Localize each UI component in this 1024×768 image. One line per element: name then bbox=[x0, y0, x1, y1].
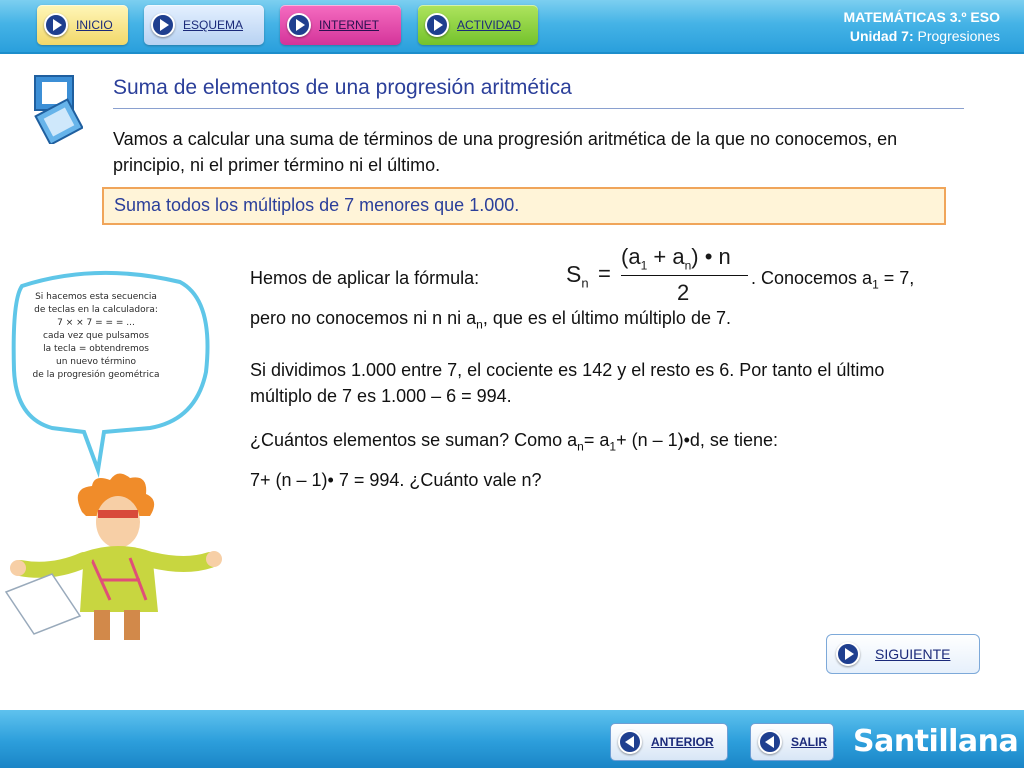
back-arrow-icon bbox=[618, 730, 642, 754]
course-info bbox=[843, 8, 1000, 46]
santillana-logo: Santillana bbox=[853, 724, 1019, 759]
salir-label: SALIR bbox=[791, 735, 827, 749]
esquema-label: ESQUEMA bbox=[183, 18, 244, 32]
section-icon bbox=[33, 72, 83, 144]
internet-button[interactable] bbox=[280, 5, 401, 45]
anterior-label: ANTERIOR bbox=[651, 735, 714, 749]
salir-button[interactable] bbox=[750, 723, 834, 761]
formula-lhs: $S_n$ bbox=[566, 261, 589, 291]
siguiente-label: SIGUIENTE bbox=[875, 646, 951, 662]
play-icon bbox=[836, 642, 860, 666]
unit-label: Unidad 7: bbox=[849, 28, 914, 44]
play-icon bbox=[287, 13, 311, 37]
anterior-button[interactable] bbox=[610, 723, 728, 761]
play-icon bbox=[44, 13, 68, 37]
unit-name: Progresiones bbox=[917, 28, 1000, 44]
esquema-button[interactable] bbox=[144, 5, 264, 45]
equation-text: 7+ (n – 1)• 7 = 994. ¿Cuánto vale n? bbox=[250, 470, 542, 490]
actividad-label: ACTIVIDAD bbox=[457, 18, 522, 32]
intro-text: Vamos a calcular una suma de términos de una progresión aritmética de la que no conocemos, en principio, ni el primer término ni el último. bbox=[113, 129, 898, 175]
back-arrow-icon bbox=[758, 730, 782, 754]
inicio-label: INICIO bbox=[76, 18, 113, 32]
page-title: Suma de elementos de una progresión aritmética bbox=[113, 76, 572, 99]
division-text: Si dividimos 1.000 entre 7, el cociente es 142 y el resto es 6. Por tanto el último múltiplo de 7 es 1.000 – 6 = 994. bbox=[250, 360, 885, 406]
unknown-text: pero no conocemos ni n ni $a_n$, que es el último múltiplo de 7. bbox=[250, 308, 731, 332]
internet-label: INTERNET bbox=[319, 18, 379, 32]
course-subject: MATEMÁTICAS 3.º ESO bbox=[843, 9, 1000, 25]
title-divider bbox=[113, 108, 964, 109]
known-value-text: . Conocemos $a_1 = 7$, bbox=[751, 268, 915, 292]
formula-lead: Hemos de aplicar la fórmula: bbox=[250, 268, 480, 288]
actividad-button[interactable] bbox=[418, 5, 538, 45]
fraction-bar bbox=[621, 275, 748, 276]
siguiente-button[interactable] bbox=[826, 634, 980, 674]
task-box: Suma todos los múltiplos de 7 menores que 1.000. bbox=[102, 187, 946, 225]
bubble-text: Si hacemos esta secuencia de teclas en la calculadora: 7 × × 7 = = = ... cada vez que pulsamos la tecla = obtendremos un nuevo término de la progresión geométrica bbox=[32, 292, 160, 380]
question-text: ¿Cuántos elementos se suman? Como $a_n= a_1+ (n$ – 1)•d, se tiene: bbox=[250, 430, 778, 454]
sum-formula bbox=[563, 244, 753, 308]
play-icon bbox=[425, 13, 449, 37]
formula-equals: = bbox=[598, 261, 611, 286]
formula-denominator: 2 bbox=[677, 280, 690, 305]
formula-numerator: $(a_1 + a_n)$ • n bbox=[621, 244, 731, 273]
play-icon bbox=[151, 13, 175, 37]
inicio-button[interactable] bbox=[37, 5, 128, 45]
